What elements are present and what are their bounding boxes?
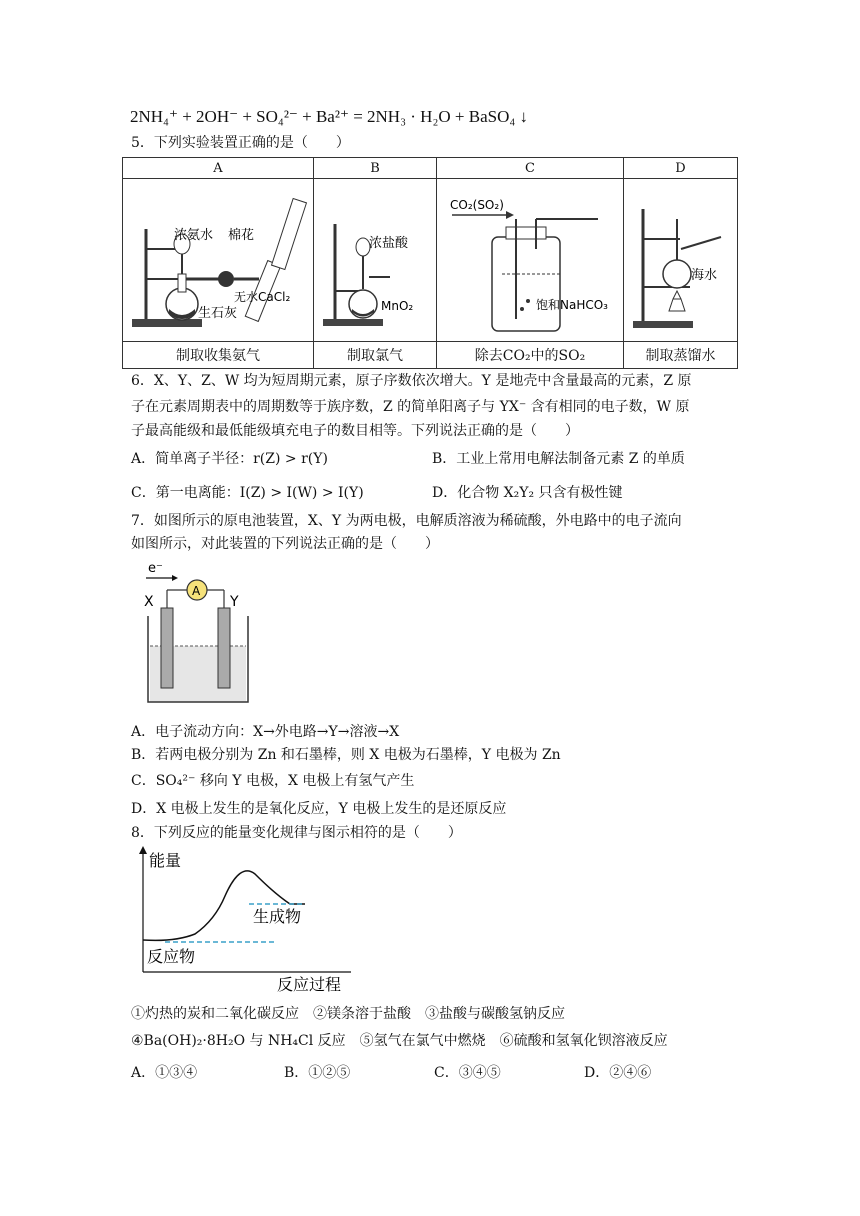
caption-d: 制取蒸馏水 (624, 342, 738, 369)
label-hcl: 浓盐酸 (369, 236, 409, 251)
header-c: C (437, 158, 624, 179)
q6-option-b: B．工业上常用电解法制备元素 Z 的单质 (432, 451, 685, 467)
q6-stem-2: 子在元素周期表中的周期数等于族序数，Z 的简单阳离子与 YX⁻ 含有相同的电子数，W 原 (131, 399, 690, 415)
q8-option-a: A．①③④ (131, 1065, 198, 1081)
q6-option-c: C．第一电离能：I(Z) > I(W) > I(Y) (131, 485, 364, 501)
q7-option-b: B．若两电极分别为 Zn 和石墨棒，则 X 电极为石墨棒，Y 电极为 Zn (131, 747, 561, 763)
q7-option-a: A．电子流动方向：X→外电路→Y→溶液→X (131, 724, 400, 740)
galvanic-cell-figure (140, 556, 260, 708)
q5-stem: 5．下列实验装置正确的是（ ） (131, 135, 350, 151)
q5-options-table (122, 157, 738, 369)
label-cotton: 棉花 (228, 228, 255, 243)
caption-c: 除去CO₂中的SO₂ (437, 342, 624, 369)
product-label: 生成物 (253, 907, 302, 926)
apparatus-d (624, 179, 738, 342)
label-nahco3: 饱和NaHCO₃ (536, 298, 608, 312)
q8-option-c: C．③④⑤ (434, 1065, 501, 1081)
q8-option-b: B．①②⑤ (284, 1065, 351, 1081)
electron-label: e⁻ (148, 561, 163, 576)
q7-stem-2: 如图所示，对此装置的下列说法正确的是（ ） (131, 536, 439, 552)
equation (130, 106, 528, 128)
electrode-x-label: X (144, 594, 154, 610)
y-axis-label: 能量 (149, 851, 182, 870)
label-ammonia: 浓氨水 (174, 228, 214, 243)
header-b: B (314, 158, 437, 179)
label-co2-so2: CO₂(SO₂) (450, 198, 504, 212)
label-lime: 生石灰 (198, 306, 238, 321)
q6-stem-1: 6．X、Y、Z、W 均为短周期元素，原子序数依次增大。Y 是地壳中含量最高的元素，Z 原 (131, 373, 692, 389)
apparatus-a (123, 179, 314, 342)
ammeter-label: A (192, 584, 201, 598)
q7-option-c: C．SO₄²⁻ 移向 Y 电极，X 电极上有氢气产生 (131, 773, 415, 789)
energy-diagram-figure (135, 846, 365, 996)
label-seawater: 海水 (690, 268, 717, 283)
caption-b: 制取氯气 (314, 342, 437, 369)
gas-washing-figure (438, 179, 622, 337)
electrode-y-label: Y (230, 594, 239, 610)
header-d: D (624, 158, 738, 179)
q8-stem: 8．下列反应的能量变化规律与图示相符的是（ ） (131, 825, 462, 841)
ammonia-apparatus-figure (124, 179, 312, 337)
q6-option-a: A．简单离子半径：r(Z) > r(Y) (131, 451, 328, 467)
equation-rhs: = 2NH₃ · H₂O + BaSO₄ ↓ (353, 107, 529, 126)
q6-option-d: D．化合物 X₂Y₂ 只含有极性键 (432, 485, 623, 501)
x-axis-label: 反应过程 (277, 975, 342, 994)
equation-lhs: 2NH₄⁺ + 2OH⁻ + SO₄²⁻ + Ba²⁺ (130, 107, 349, 126)
q7-option-d: D．X 电极上发生的是氧化反应，Y 电极上发生的是还原反应 (131, 801, 507, 817)
header-a: A (123, 158, 314, 179)
q7-stem-1: 7．如图所示的原电池装置，X、Y 为两电极，电解质溶液为稀硫酸，外电路中的电子流向 (131, 513, 682, 529)
label-cacl2: 无水CaCl₂ (234, 290, 291, 304)
apparatus-b (314, 179, 437, 342)
q8-option-d: D．②④⑥ (584, 1065, 652, 1081)
q8-items-2: ④Ba(OH)₂·8H₂O 与 NH₄Cl 反应 ⑤氢气在氯气中燃烧 ⑥硫酸和氢氧化钡溶液反应 (131, 1033, 668, 1049)
chlorine-apparatus-figure (315, 179, 435, 337)
apparatus-c (437, 179, 624, 342)
q8-items-1: ①灼热的炭和二氧化碳反应 ②镁条溶于盐酸 ③盐酸与碳酸氢钠反应 (131, 1006, 565, 1022)
reactant-label: 反应物 (147, 947, 196, 966)
label-mno2: MnO₂ (381, 299, 414, 313)
q6-stem-3: 子最高能级和最低能级填充电子的数目相等。下列说法正确的是（ ） (131, 423, 579, 439)
distillation-figure (625, 179, 737, 337)
caption-a: 制取收集氨气 (123, 342, 314, 369)
